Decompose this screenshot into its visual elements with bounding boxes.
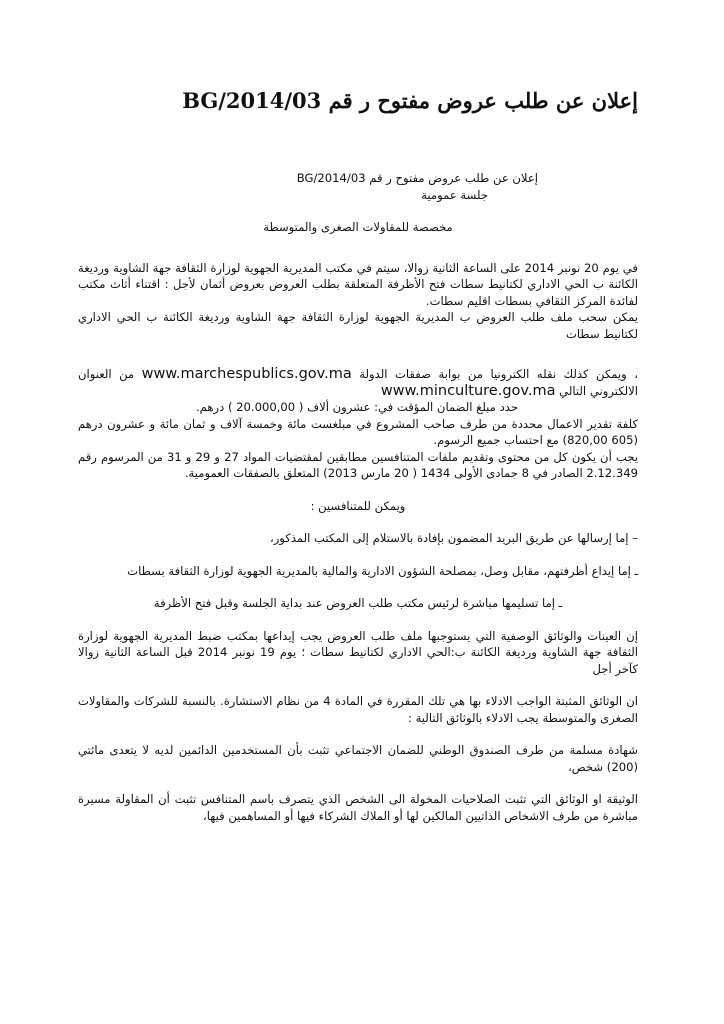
- guarantee-paragraph: حدد مبلغ الضمان المؤقت في: عشرون ألاف ( 20.000,00 ) درهم.: [196, 400, 518, 414]
- competitors-intro: ويمكن للمتنافسين :: [310, 498, 406, 513]
- withdraw-paragraph: يمكن سحب ملف طلب العروض ب المديرية الجهوية لوزارة الثقافة جهة الشاوية ورديغة الكائنة ب الحي الاداري لكتانيط سطات: [78, 310, 638, 341]
- session-type: جلسة عمومية: [421, 187, 488, 202]
- document-title: إعلان عن طلب عروض مفتوح ر قم BG/2014/03: [182, 88, 638, 113]
- samples-paragraph: إن العينات والوثائق الوصفية التي يستوجبها ملف طلب العروض يجب إيداعها بمكتب ضبط المديرية الجهوية لوزارة الثقافة جهة الشاوية ورديغة الكائنة ب:الحي الاداري لكتانيط سطات ؛ يوم 19 نونبر 2014 قبل الساعة الثانية زوالا كآخر أجل: [78, 628, 638, 676]
- option-deposit: ـ إما إيداع أظرفتهم، مقابل وصل، بمصلحة الشؤون الادارية والمالية بالمديرية الجهوية لوزارة الثقافة بسطات: [127, 563, 638, 578]
- reserved-for: مخصصة للمقاولات الصغرى والمتوسطة: [263, 220, 453, 234]
- option-handover: ـ إما تسليمها مباشرة لرئيس مكتب طلب العروض عند بداية الجلسة وقبل فتح الأظرفة: [153, 596, 563, 610]
- powers-document-paragraph: الوثيقة او الوثائق التي تثبت الصلاحيات المخولة الى الشخص الذي يتصرف باسم المتنافس تثبت أن المقاولة مسيرة مباشرة من طرف الاشخاص الذاتيين المالكين لها أو الملاك الشركاء فيها أو المساهمين فيها،: [78, 792, 638, 823]
- download-mid: من العنوان الالكتروني التالي: [78, 367, 638, 398]
- url-marchespublics: www.marchespublics.gov.ma: [141, 366, 352, 382]
- option-mail: – إما إرسالها عن طريق البريد المضمون بإفادة بالاستلام إلى المكتب المذكور،: [269, 531, 638, 545]
- estimate-paragraph: كلفة تقدير الاعمال محددة من طرف صاحب المشروع في مبلغست مائة وخمسة آلاف و ثمان مائة و عشرون درهم (605 820,00) مع احتساب جميع الرسوم.: [78, 416, 638, 447]
- download-paragraph: [78, 366, 638, 399]
- cnss-certificate-paragraph: شهادة مسلمة من طرف الصندوق الوطني للضمان الاجتماعي تثبت بأن المستخدمين الدائمين لديه لا يتعدى مائتي (200) شخص،: [78, 743, 638, 774]
- documents-required-paragraph: ان الوثائق المثبتة الواجب الادلاء بها هي تلك المقررة في المادة 4 من نظام الاستشارة. بالنسبة للشركات والمقاولات الصغرى والمتوسطة يجب الادلاء بالوثائق التالية :: [78, 694, 638, 725]
- intro-paragraph: في يوم 20 نونبر 2014 على الساعة الثانية زوالا، سيتم في مكتب المديرية الجهوية لوزارة الثقافة جهة الشاوية ورديغة الكائنة ب الحي الاداري لكتانيط سطات فتح الأظرفة المتعلقة بطلب العروض بعروض أثمان لأجل : اقتناء أثاث مكتب لفائدة المركز الثقافي بسطات اقليم سطات.: [78, 260, 638, 308]
- url-minculture: www.minculture.gov.ma: [380, 382, 556, 399]
- download-prefix: ، ويمكن كذلك نقله الكترونيا من بوابة صفقات الدولة: [359, 367, 639, 381]
- document-body: [78, 170, 638, 824]
- heading-line: إعلان عن طلب عروض مفتوح ر قم BG/2014/03: [296, 171, 538, 185]
- compliance-paragraph: يجب أن يكون كل من محتوى وتقديم ملفات المتنافسين مطابقين لمقتضيات المواد 27 و 29 و 31 من المرسوم رقم 2.12.349 الصادر في 8 جمادى الأولى 1434 ( 20 مارس 2013) المتعلق بالصفقات العمومية.: [78, 449, 638, 480]
